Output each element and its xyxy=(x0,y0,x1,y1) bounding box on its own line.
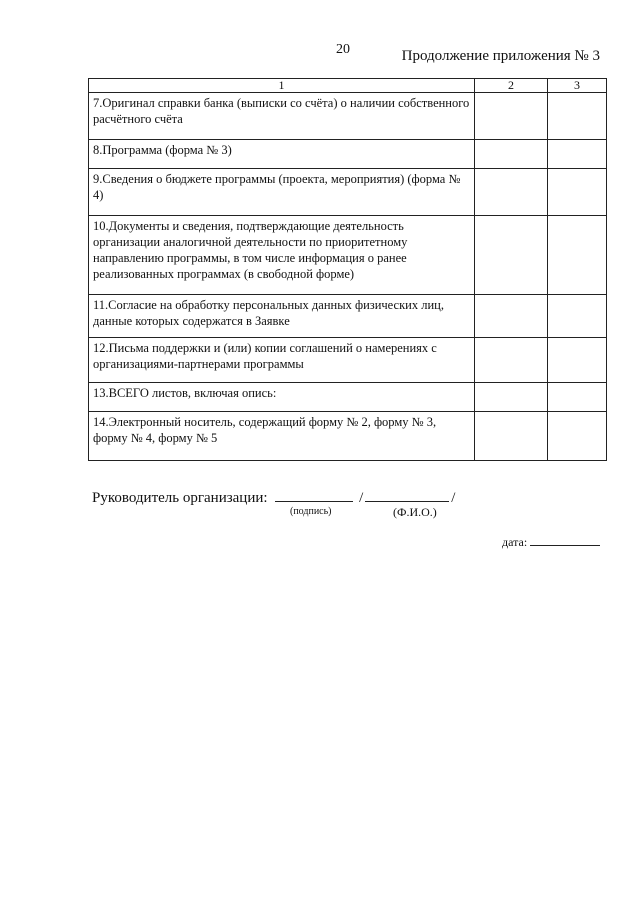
slash-open: / xyxy=(359,490,364,506)
row-cell-2 xyxy=(475,216,548,295)
row-cell-2 xyxy=(475,412,548,461)
table-header-row xyxy=(89,79,607,93)
slash-close: / xyxy=(451,490,456,506)
row-text: 7.Оригинал справки банка (выписки со счёта) о наличии собственного расчётного счёта xyxy=(89,93,475,140)
column-header-1: 1 xyxy=(89,79,475,93)
row-text: 14.Электронный носитель, содержащий форму № 2, форму № 3, форму № 4, форму № 5 xyxy=(89,412,475,461)
table-row xyxy=(89,338,607,383)
row-text: 8.Программа (форма № 3) xyxy=(89,140,475,169)
signature-blank xyxy=(275,487,353,502)
date-label: дата: xyxy=(502,535,528,549)
row-cell-2 xyxy=(475,338,548,383)
row-cell-3 xyxy=(548,412,607,461)
table-row xyxy=(89,383,607,412)
row-text: 13.ВСЕГО листов, включая опись: xyxy=(89,383,475,412)
table-row xyxy=(89,93,607,140)
row-cell-2 xyxy=(475,383,548,412)
row-cell-3 xyxy=(548,140,607,169)
row-cell-3 xyxy=(548,383,607,412)
signature-label: Руководитель организации: xyxy=(92,490,268,506)
row-cell-3 xyxy=(548,295,607,338)
row-text: 9.Сведения о бюджете программы (проекта, мероприятия) (форма № 4) xyxy=(89,169,475,216)
column-header-3: 3 xyxy=(548,79,607,93)
row-cell-3 xyxy=(548,216,607,295)
row-cell-3 xyxy=(548,93,607,140)
row-text: 12.Письма поддержки и (или) копии соглашений о намерениях с организациями-партнерами программы xyxy=(89,338,475,383)
page-number: 20 xyxy=(336,42,350,57)
table-row xyxy=(89,140,607,169)
signature-caption: (подпись) xyxy=(290,506,332,517)
fio-caption: (Ф.И.О.) xyxy=(393,505,437,519)
table-row xyxy=(89,295,607,338)
inventory-table xyxy=(88,78,607,461)
table-row xyxy=(89,216,607,295)
column-header-2: 2 xyxy=(475,79,548,93)
table-row xyxy=(89,169,607,216)
row-cell-2 xyxy=(475,295,548,338)
continuation-title: Продолжение приложения № 3 xyxy=(401,48,600,64)
row-text: 10.Документы и сведения, подтверждающие деятельность организации аналогичной деятельности по приоритетному направлению программы, в том числе информация о ранее реализованных программах (в свободной форме) xyxy=(89,216,475,295)
row-cell-2 xyxy=(475,169,548,216)
row-cell-3 xyxy=(548,169,607,216)
row-cell-2 xyxy=(475,93,548,140)
row-text: 11.Согласие на обработку персональных данных физических лиц, данные которых содержатся в Заявке xyxy=(89,295,475,338)
row-cell-3 xyxy=(548,338,607,383)
date-line xyxy=(502,534,600,550)
date-blank xyxy=(530,534,600,546)
table-row xyxy=(89,412,607,461)
row-cell-2 xyxy=(475,140,548,169)
signature-line xyxy=(92,487,457,507)
fio-blank xyxy=(365,487,449,502)
